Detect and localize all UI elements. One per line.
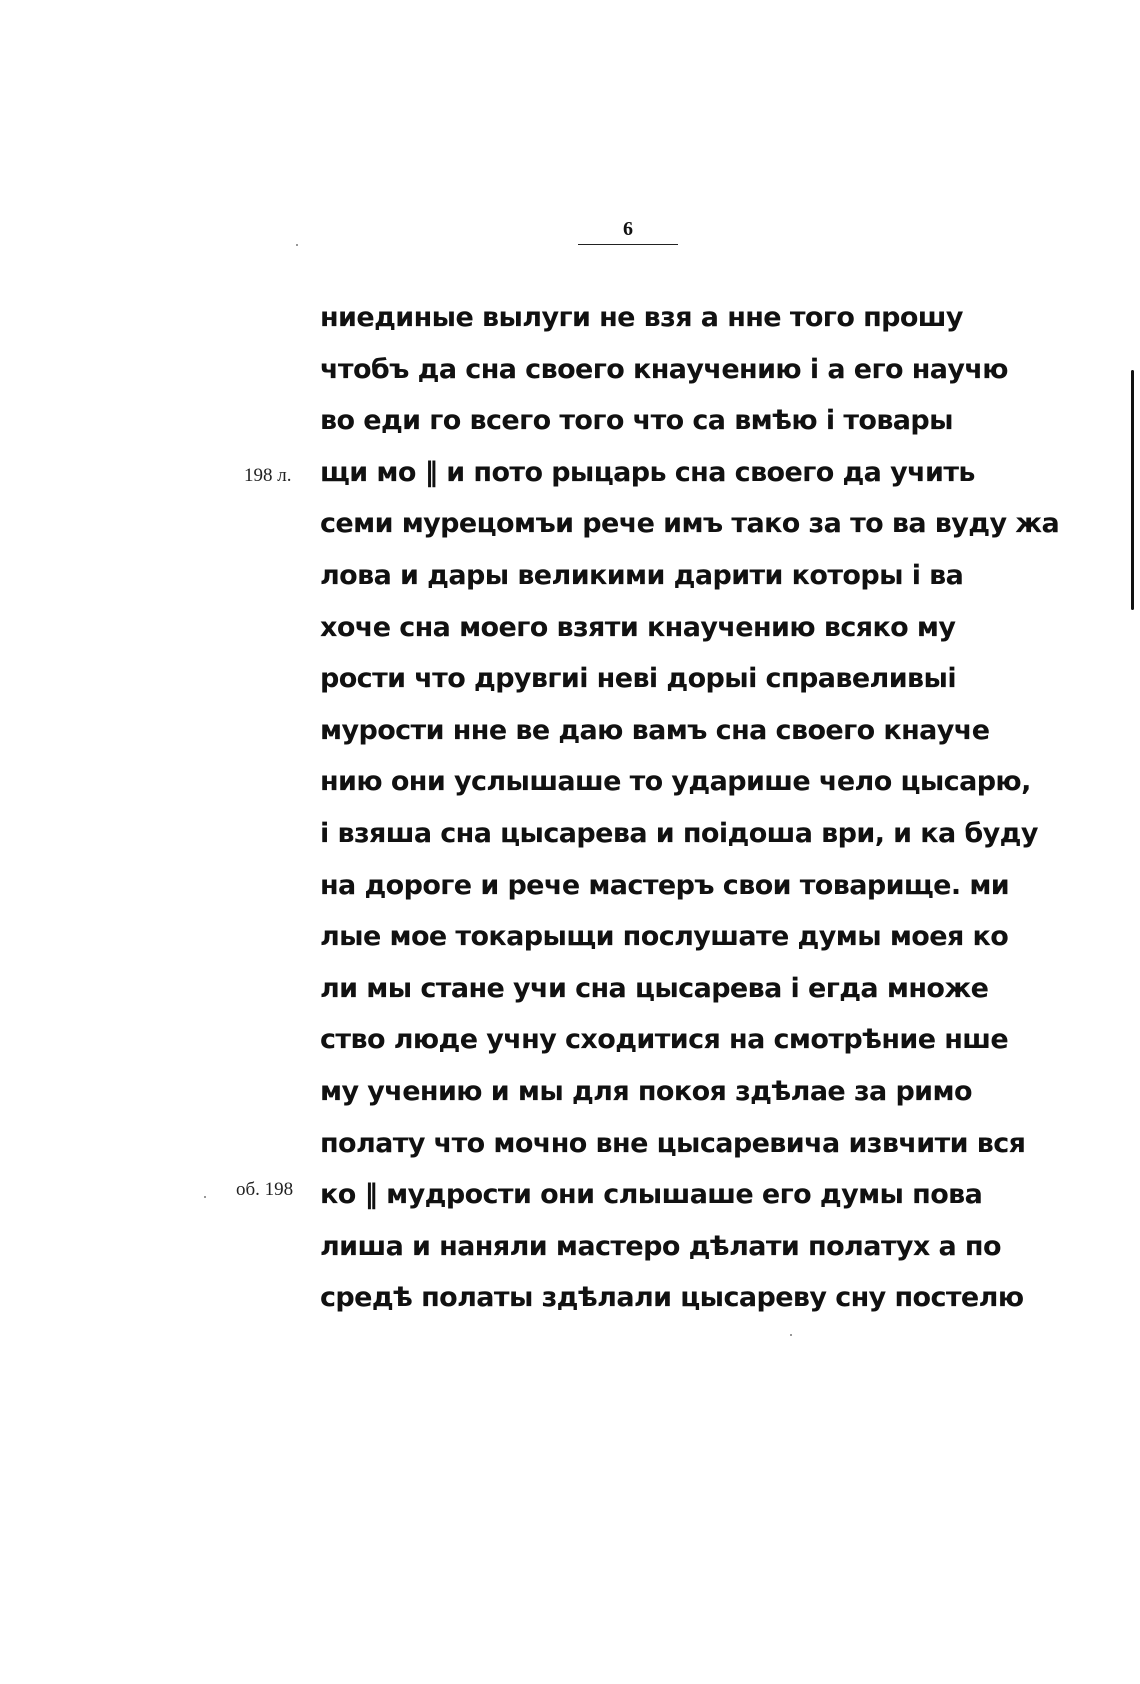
page-number-rule xyxy=(578,244,678,245)
text-line: на дороге и рече мастеръ свои товарище. ми xyxy=(320,869,1010,901)
text-line: лые мое токарыщи послушате думы моея ко xyxy=(320,921,1009,953)
text-line: семи мурецомъи рече имъ тако за то ва вуду жа xyxy=(320,508,1060,540)
page-number: 6 xyxy=(623,218,633,240)
text-line: хоче сна моего взяти кнаучению всяко му xyxy=(320,611,956,643)
text-line: нию они услышаше то ударише чело цысарю, xyxy=(320,766,1031,798)
margin-note-verso-198: об. 198 xyxy=(236,1179,294,1200)
text-line: ли мы стане учи сна цысарева і егда множе xyxy=(320,972,989,1004)
margin-note-folio-198: 198 л. xyxy=(244,465,292,486)
text-line: во еди го всего того что са вмѣю і товары xyxy=(320,405,953,437)
text-line: полату что мочно вне цысаревича извчити вся xyxy=(320,1127,1026,1159)
body-text xyxy=(320,292,1060,1324)
text-line: мурости нне ве даю вамъ сна своего кнауче xyxy=(320,714,990,746)
page-edge-mark xyxy=(1131,370,1134,610)
text-line: і взяша сна цысарева и поідоша ври, и ка буду xyxy=(320,817,1038,849)
text-line: рости что друвгиі неві дорыі справеливыі xyxy=(320,663,956,695)
scan-speck xyxy=(296,244,298,246)
scan-speck xyxy=(790,1334,792,1336)
text-line: чтобъ да сна своего кнаучению і а его научю xyxy=(320,353,1008,385)
text-line: лиша и наняли мастеро дѣлати полатух а по xyxy=(320,1230,1001,1262)
text-line: средѣ полаты здѣлали цысареву сну постелю xyxy=(320,1282,1024,1314)
text-line: ство люде учну сходитися на смотрѣние нше xyxy=(320,1024,1009,1056)
text-line: щи мо ‖ и пото рыцарь сна своего да учить xyxy=(320,456,975,488)
text-line: ниединые вылуги не взя а нне того прошу xyxy=(320,302,963,333)
text-line: лова и дары великими дарити которы і ва xyxy=(320,559,964,591)
scan-speck xyxy=(204,1196,206,1198)
text-line: му учению и мы для покоя здѣлае за римо xyxy=(320,1075,972,1107)
text-line: ко ‖ мудрости они слышаше его думы пова xyxy=(320,1179,983,1211)
